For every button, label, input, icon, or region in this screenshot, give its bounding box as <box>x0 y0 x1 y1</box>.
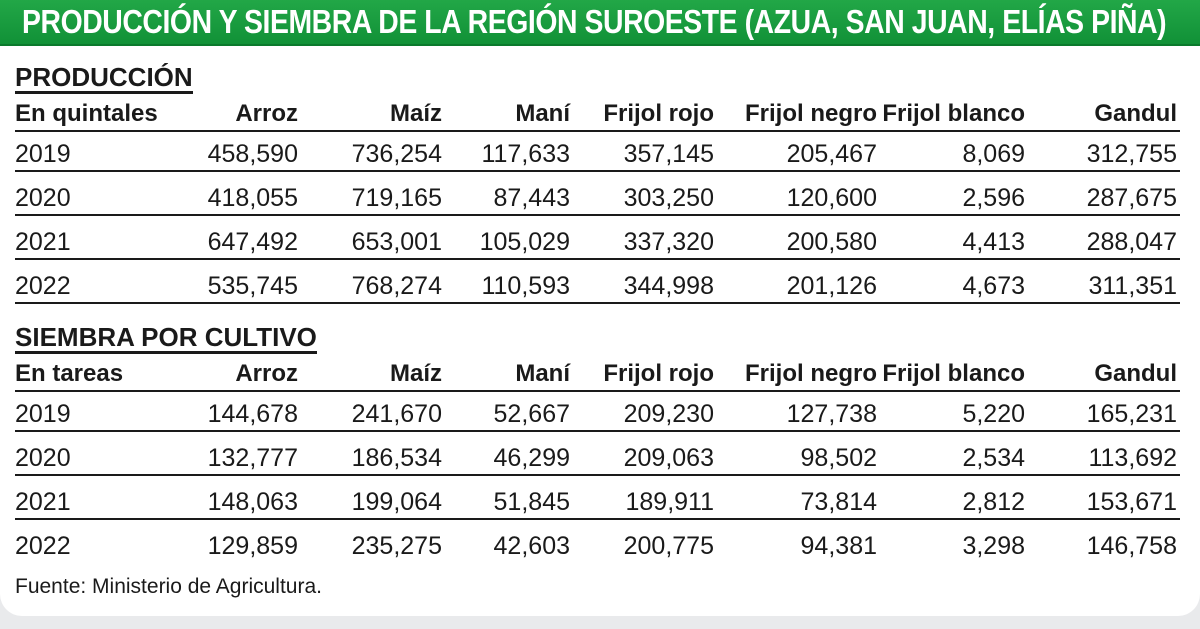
value-cell: 2,534 <box>962 444 1025 472</box>
value-cell: 653,001 <box>351 228 442 256</box>
column-header: Gandul <box>1094 100 1177 127</box>
value-cell: 209,063 <box>623 444 714 472</box>
year-cell: 2021 <box>15 488 71 516</box>
value-cell: 344,998 <box>623 272 714 300</box>
value-cell: 201,126 <box>786 272 877 300</box>
value-cell: 357,145 <box>623 140 714 168</box>
value-cell: 200,580 <box>786 228 877 256</box>
value-cell: 129,859 <box>207 532 298 560</box>
value-cell: 132,777 <box>207 444 298 472</box>
value-cell: 235,275 <box>351 532 442 560</box>
year-cell: 2020 <box>15 184 71 212</box>
year-cell: 2019 <box>15 400 71 428</box>
value-cell: 73,814 <box>800 488 877 516</box>
value-cell: 144,678 <box>207 400 298 428</box>
value-cell: 337,320 <box>623 228 714 256</box>
year-cell: 2019 <box>15 140 71 168</box>
table-row <box>15 522 1180 562</box>
value-cell: 105,029 <box>479 228 570 256</box>
value-cell: 189,911 <box>625 488 714 516</box>
value-cell: 4,673 <box>962 272 1025 300</box>
year-cell: 2022 <box>15 272 71 300</box>
value-cell: 51,845 <box>493 488 570 516</box>
section-title-text: SIEMBRA POR CULTIVO <box>15 322 317 352</box>
value-cell: 42,603 <box>493 532 570 560</box>
value-cell: 117,633 <box>481 140 570 168</box>
unit-label: En quintales <box>15 100 158 127</box>
column-header: Gandul <box>1094 360 1177 387</box>
value-cell: 2,596 <box>962 184 1025 212</box>
value-cell: 311,351 <box>1088 272 1177 300</box>
value-cell: 418,055 <box>207 184 298 212</box>
chart-title: PRODUCCIÓN Y SIEMBRA DE LA REGIÓN SUROESTE (AZUA, SAN JUAN, ELÍAS PIÑA) <box>22 3 1167 40</box>
value-cell: 186,534 <box>351 444 442 472</box>
table-row <box>15 130 1180 172</box>
value-cell: 736,254 <box>351 140 442 168</box>
value-cell: 52,667 <box>493 400 570 428</box>
column-header: Frijol negro <box>745 100 877 127</box>
value-cell: 3,298 <box>962 532 1025 560</box>
value-cell: 535,745 <box>207 272 298 300</box>
section-title-produccion <box>15 62 193 92</box>
column-header: Maíz <box>389 100 442 127</box>
year-cell: 2022 <box>15 532 71 560</box>
value-cell: 127,738 <box>786 400 877 428</box>
value-cell: 46,299 <box>493 444 570 472</box>
table-row <box>15 390 1180 432</box>
value-cell: 303,250 <box>623 184 714 212</box>
value-cell: 288,047 <box>1086 228 1177 256</box>
value-cell: 8,069 <box>962 140 1025 168</box>
year-cell: 2020 <box>15 444 71 472</box>
table-header-row <box>15 350 1180 392</box>
value-cell: 148,063 <box>207 488 298 516</box>
value-cell: 287,675 <box>1086 184 1177 212</box>
title-banner <box>0 0 1200 46</box>
column-header: Maíz <box>389 360 442 387</box>
value-cell: 458,590 <box>207 140 298 168</box>
table-row <box>15 218 1180 260</box>
column-header: Frijol blanco <box>882 100 1025 127</box>
year-cell: 2021 <box>15 228 71 256</box>
table-header-row <box>15 90 1180 132</box>
value-cell: 4,413 <box>962 228 1025 256</box>
value-cell: 719,165 <box>351 184 442 212</box>
source-note: Fuente: Ministerio de Agricultura. <box>15 575 322 598</box>
value-cell: 209,230 <box>623 400 714 428</box>
column-header: Frijol negro <box>745 360 877 387</box>
value-cell: 241,670 <box>351 400 442 428</box>
value-cell: 768,274 <box>351 272 442 300</box>
table-row <box>15 174 1180 216</box>
table-row <box>15 262 1180 304</box>
column-header: Arroz <box>235 360 298 387</box>
column-header: Maní <box>515 100 570 127</box>
section-title-text: PRODUCCIÓN <box>15 62 193 92</box>
table-row <box>15 478 1180 520</box>
unit-label: En tareas <box>15 360 124 387</box>
value-cell: 153,671 <box>1086 488 1177 516</box>
table-row <box>15 434 1180 476</box>
value-cell: 87,443 <box>493 184 570 212</box>
value-cell: 165,231 <box>1086 400 1177 428</box>
value-cell: 110,593 <box>481 272 570 300</box>
column-header: Arroz <box>235 100 298 127</box>
value-cell: 2,812 <box>962 488 1025 516</box>
value-cell: 312,755 <box>1086 140 1177 168</box>
column-header: Maní <box>515 360 570 387</box>
value-cell: 200,775 <box>623 532 714 560</box>
column-header: Frijol rojo <box>603 100 714 127</box>
value-cell: 146,758 <box>1086 532 1177 560</box>
column-header: Frijol rojo <box>603 360 714 387</box>
column-header: Frijol blanco <box>882 360 1025 387</box>
value-cell: 120,600 <box>786 184 877 212</box>
value-cell: 5,220 <box>962 400 1025 428</box>
value-cell: 199,064 <box>351 488 442 516</box>
value-cell: 98,502 <box>800 444 877 472</box>
value-cell: 205,467 <box>786 140 877 168</box>
section-title-siembra <box>15 322 317 352</box>
value-cell: 647,492 <box>207 228 298 256</box>
value-cell: 94,381 <box>800 532 877 560</box>
value-cell: 113,692 <box>1088 444 1177 472</box>
